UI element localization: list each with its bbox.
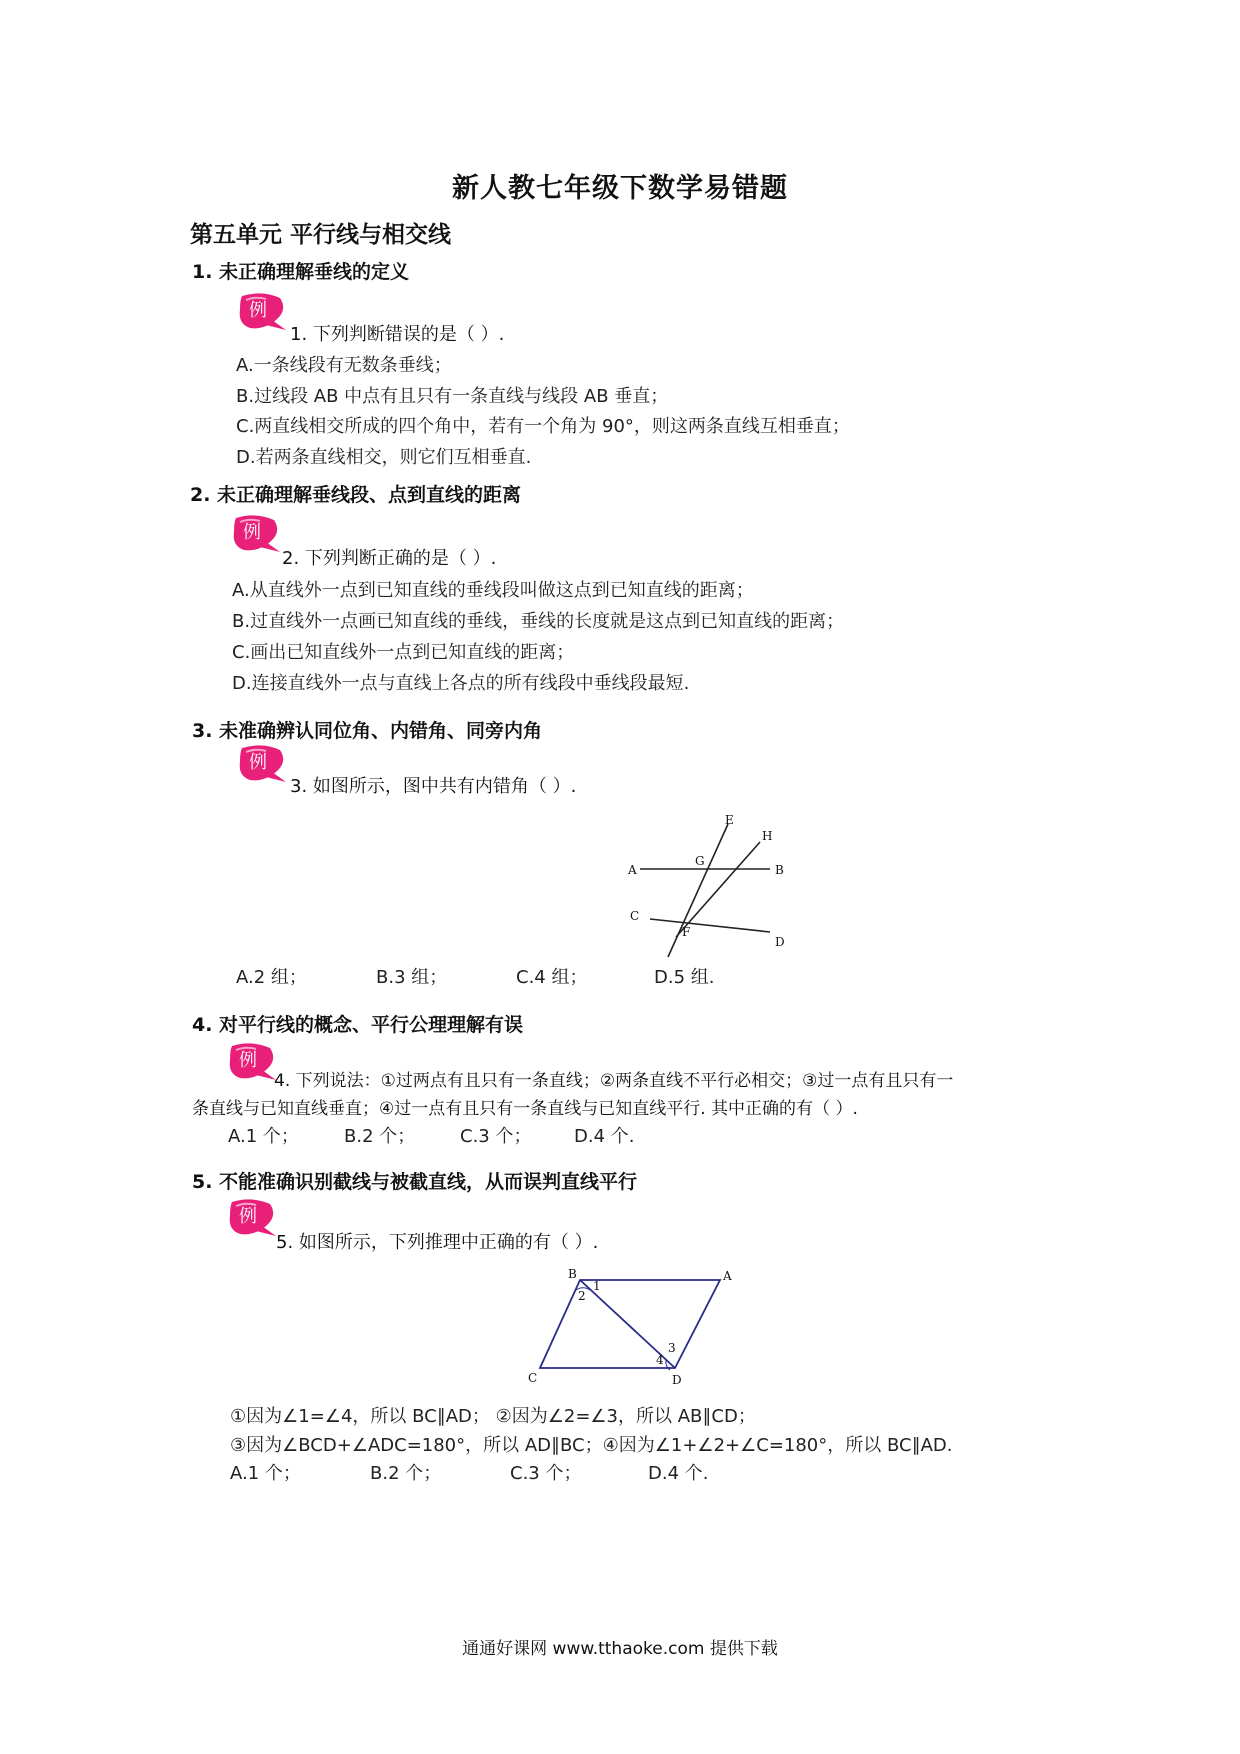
- question-4-line2: 条直线与已知直线垂直；④过一点有且只有一条直线与已知直线平行. 其中正确的有（ ）.: [192, 1099, 858, 1119]
- figure-label: E: [725, 813, 734, 827]
- option-1a: A.一条线段有无数条垂线；: [236, 355, 452, 376]
- figure-label: B: [568, 1268, 577, 1281]
- option-1c: C.两直线相交所成的四个角中，若有一个角为 90°，则这两条直线互相垂直；: [236, 416, 850, 437]
- option-3b: B.3 组；: [376, 967, 448, 988]
- option-4a: A.1 个；: [228, 1126, 299, 1147]
- statement-5-line2: ③因为∠BCD+∠ADC=180°，所以 AD∥BC；④因为∠1+∠2+∠C=180°，所以 BC∥AD.: [230, 1435, 953, 1456]
- option-2c: C.画出已知直线外一点到已知直线的距离；: [232, 642, 575, 663]
- option-5a: A.1 个；: [230, 1463, 301, 1484]
- page-footer: 通通好课网 www.tthaoke.com 提供下载: [462, 1639, 778, 1659]
- question-4-line1: 4. 下列说法：①过两点有且只有一条直线；②两条直线不平行必相交；③过一点有且只有一: [274, 1071, 954, 1091]
- example-badge: [226, 1196, 278, 1242]
- option-4b: B.2 个；: [344, 1126, 416, 1147]
- figure-label: D: [672, 1373, 682, 1387]
- svg-text:例: 例: [249, 752, 267, 773]
- figure-label: B: [775, 863, 784, 877]
- question-2: 2. 下列判断正确的是（ ）.: [282, 548, 497, 569]
- option-3c: C.4 组；: [516, 967, 588, 988]
- figure-label: 3: [668, 1341, 676, 1355]
- example-badge: [230, 512, 282, 558]
- figure-label: 1: [593, 1279, 601, 1293]
- option-2b: B.过直线外一点画已知直线的垂线，垂线的长度就是这点到已知直线的距离；: [232, 611, 845, 632]
- svg-text:例: 例: [243, 522, 261, 543]
- option-3a: A.2 组；: [236, 967, 307, 988]
- section-5-heading: 5. 不能准确识别截线与被截直线，从而误判直线平行: [192, 1171, 638, 1193]
- page-title: 新人教七年级下数学易错题: [452, 173, 788, 204]
- example-badge: [236, 290, 288, 336]
- option-1b: B.过线段 AB 中点有且只有一条直线与线段 AB 垂直；: [236, 386, 669, 407]
- svg-text:例: 例: [239, 1206, 257, 1227]
- option-3d: D.5 组.: [654, 967, 715, 988]
- svg-text:例: 例: [239, 1050, 257, 1071]
- unit-heading: 第五单元 平行线与相交线: [190, 222, 452, 248]
- figure-label: A: [628, 863, 637, 877]
- option-2d: D.连接直线外一点与直线上各点的所有线段中垂线段最短.: [232, 673, 690, 694]
- section-4-heading: 4. 对平行线的概念、平行公理理解有误: [192, 1014, 524, 1036]
- question-3: 3. 如图所示，图中共有内错角（ ）.: [290, 776, 577, 797]
- statement-5-line1: ①因为∠1=∠4，所以 BC∥AD； ②因为∠2=∠3，所以 AB∥CD；: [230, 1406, 756, 1427]
- figure-label: C: [630, 909, 640, 923]
- figure-label: 4: [656, 1353, 664, 1367]
- intersecting-lines-figure: [620, 812, 800, 962]
- question-5: 5. 如图所示，下列推理中正确的有（ ）.: [276, 1232, 599, 1253]
- option-4d: D.4 个.: [574, 1126, 635, 1147]
- section-3-heading: 3. 未准确辨认同位角、内错角、同旁内角: [192, 720, 543, 742]
- example-badge: [226, 1040, 278, 1086]
- option-5c: C.3 个；: [510, 1463, 582, 1484]
- figure-label: H: [762, 829, 773, 843]
- figure-label: C: [528, 1371, 538, 1385]
- example-badge: [236, 742, 288, 788]
- section-1-heading: 1. 未正确理解垂线的定义: [192, 261, 410, 283]
- figure-label: F: [682, 925, 691, 939]
- figure-label: G: [695, 854, 705, 868]
- figure-label: A: [723, 1269, 732, 1283]
- option-1d: D.若两条直线相交，则它们互相垂直.: [236, 447, 532, 468]
- svg-text:例: 例: [249, 300, 267, 321]
- option-5b: B.2 个；: [370, 1463, 442, 1484]
- option-4c: C.3 个；: [460, 1126, 532, 1147]
- question-1: 1. 下列判断错误的是（ ）.: [290, 324, 505, 345]
- section-2-heading: 2. 未正确理解垂线段、点到直线的距离: [190, 484, 522, 506]
- figure-label: D: [775, 935, 785, 949]
- figure-label: 2: [578, 1289, 586, 1303]
- option-2a: A.从直线外一点到已知直线的垂线段叫做这点到已知直线的距离；: [232, 580, 754, 601]
- option-5d: D.4 个.: [648, 1463, 709, 1484]
- parallelogram-figure: [520, 1268, 740, 1398]
